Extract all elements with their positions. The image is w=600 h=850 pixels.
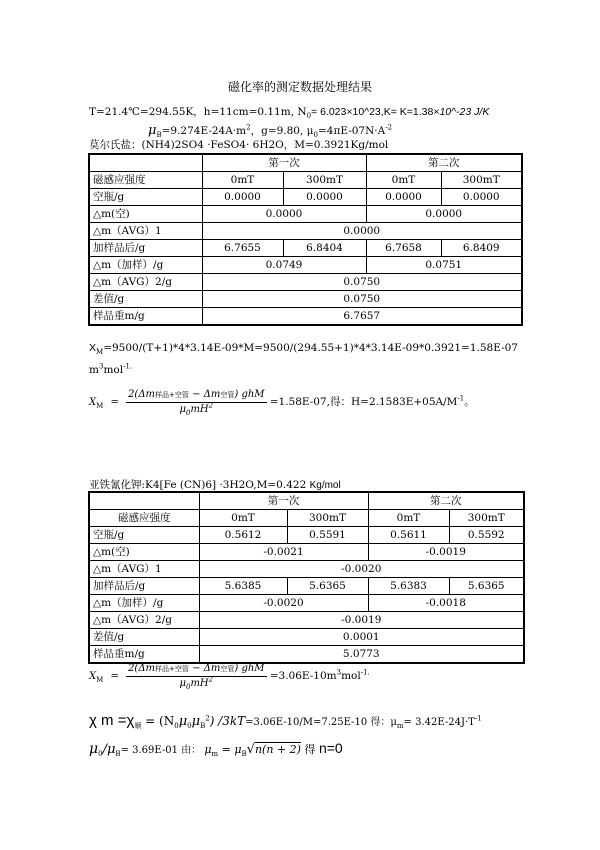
table-cell: 0.0750 [202,274,522,291]
formula-sub: 空管 [220,665,235,673]
table-cell: 0.5592 [449,527,524,544]
formula-text: − Δm [188,663,221,674]
fraction-denominator [126,677,266,691]
formula-sub: 0 [185,409,191,417]
table-cell: 6.7657 [202,308,522,326]
calc-text: X [89,342,97,354]
table-cell: 6.7658 [366,240,441,257]
table-row [89,527,524,544]
result-text: = μ [218,743,242,756]
param-sub: 0 [313,131,318,140]
equals-sign: = [110,671,119,682]
table-cell: 0.0000 [202,189,283,206]
table-row [89,510,524,527]
header-second-trial: 第二次 [366,154,522,172]
chi-text: =3.06E-10/M=7.25E-10 得：μ [245,717,397,728]
fraction [126,662,266,691]
row-label: 空瓶/g [89,189,202,206]
label-text: Kg/mol [309,480,341,491]
formula-text: mH [190,404,209,415]
row-label: △m(空) [89,206,202,223]
sqrt-icon: √ [246,742,255,757]
row-label: 样品重m/g [89,308,202,326]
table-cell: 0.5591 [287,527,368,544]
row-label: △m（AVG）1 [89,561,199,578]
table-cell: 5.6385 [199,578,287,595]
param-text: ，g=9.80, μ [250,125,314,137]
table-row [89,274,522,291]
result-sub: B [115,750,121,758]
header-second-trial: 第二次 [368,492,524,510]
formula-text: mH [190,678,209,689]
table-row [89,172,522,189]
table-cell: 300mT [283,172,366,189]
table-cell [89,154,202,172]
formula-text: 2(Δm [128,389,156,400]
formula-sub: 空管 [220,391,235,399]
formula-sup: 2 [208,401,214,410]
chi-line [89,712,482,729]
salt1-data-table [88,153,523,326]
table-cell: 300mT [449,510,524,527]
fraction-numerator [126,662,266,677]
row-label: 空瓶/g [89,527,199,544]
param-text: 10^-23 J/K [439,106,490,118]
table-row [89,154,522,172]
formula-text: μ [179,678,186,689]
fraction [126,388,266,417]
table-cell: -0.0020 [199,561,524,578]
table-row [89,612,524,629]
header-first-trial: 第一次 [199,492,368,510]
chi-sup: -1 [474,714,482,723]
calc-sup: -1. [123,362,133,371]
table-cell: 5.6365 [449,578,524,595]
formula-sub: M [96,676,104,684]
table-cell: 0.0000 [283,189,366,206]
row-label: △m（AVG）1 [89,223,202,240]
parameters-line-1 [89,104,489,119]
chi-text: = (N [141,714,175,728]
salt2-formula [89,662,370,691]
fraction-numerator [126,388,266,403]
formula-text: mol [341,670,361,682]
result-sub: 0 [98,750,103,758]
table-cell: 0.0000 [202,223,522,240]
formula-sub: 样品+空管 [155,391,189,399]
formula-sup: 3 [336,668,342,677]
formula-sup: -1 [457,394,465,403]
formula-text: ) ghM [234,663,265,674]
chi-sub: 0 [174,722,179,730]
table-cell: -0.0018 [368,595,524,612]
table-row [89,240,522,257]
table-cell: 0.0000 [441,189,522,206]
table-cell: 300mT [441,172,522,189]
table-row [89,223,522,240]
formula-sub: 样品+空管 [155,665,189,673]
calc-sub: M [96,348,104,357]
row-label: 磁感应强度 [89,510,199,527]
param-text: T=21.4℃=294.55K，h=11cm=0.11m, N [89,106,307,118]
table-cell: 6.7655 [202,240,283,257]
table-cell: 6.8404 [283,240,366,257]
equals-sign: = [110,397,119,408]
chi-text: μ [178,714,188,729]
result-text: n=0 [318,740,343,756]
table-cell: 5.6365 [287,578,368,595]
row-label: △m（加样）/g [89,257,202,274]
result-sub: B [241,750,247,758]
table-row [89,308,522,326]
formula-text: − Δm [188,389,221,400]
chi-sub: B [200,722,206,730]
param-text: =4πE-07N·A [317,125,386,137]
table-row [89,595,524,612]
formula-text: 。 [464,396,475,408]
table-row [89,189,522,206]
row-label: 样品重m/g [89,646,199,664]
result-text: = 3.69E-01 由： [120,745,202,756]
salt1-calc-unit [89,364,132,376]
table-row [89,206,522,223]
formula-result: =3.06E-10m [269,670,337,682]
formula-sub: M [96,402,104,410]
result-line [89,740,343,757]
table-cell: 5.6383 [368,578,449,595]
fraction-denominator [126,403,266,417]
table-row [89,291,522,308]
result-text: μ [204,743,212,756]
table-row [89,544,524,561]
chi-sub: 顺 [134,722,142,730]
row-label: 差值/g [89,291,202,308]
table-cell: 5.0773 [199,646,524,664]
table-cell: 0mT [199,510,287,527]
result-text: /μ [102,742,116,757]
table-cell: 0.0751 [366,257,522,274]
formula-sup: -1. [360,668,370,677]
row-label: 加样品后/g [89,240,202,257]
param-sub: B [156,131,162,140]
chi-text: ) /3kT [209,714,246,728]
header-first-trial: 第一次 [202,154,366,172]
chi-sub: m [396,722,404,730]
formula-result: =1.58E-07,得：H=2.1583E+05A/M [269,396,458,408]
table-cell: 0mT [202,172,283,189]
param-text: = 6.023×10^23,K= K=1.38× [311,106,440,118]
page-title: 磁化率的测定数据处理结果 [227,80,372,94]
chi-sup: 2 [205,714,210,723]
chi-text: χ m =χ [89,712,135,729]
table-cell: -0.0019 [368,544,524,561]
row-label: △m（加样）/g [89,595,199,612]
table-cell: -0.0020 [199,595,368,612]
table-row [89,578,524,595]
formula-sub: 0 [185,683,191,691]
table-cell: 0.0750 [202,291,522,308]
table-cell [89,492,199,510]
row-label: 加样品后/g [89,578,199,595]
chi-text: = 3.42E-24J·T [403,717,475,728]
table-row [89,492,524,510]
label-text: 亚铁氰化钾:K4[Fe (CN)6] ·3H2O,M=0.422 [89,479,310,491]
table-cell: 6.8409 [441,240,522,257]
salt2-data-table [88,491,525,664]
table-row [89,646,524,664]
table-cell: 0.0749 [202,257,366,274]
param-text: =9.274E-24A·m [161,125,247,137]
param-text: μ [148,123,157,138]
table-cell: 300mT [287,510,368,527]
salt2-label [89,477,341,492]
formula-text: ) ghM [234,389,265,400]
chi-sub: 0 [187,722,192,730]
formula-text: μ [179,404,186,415]
row-label: △m（AVG）2/g [89,612,199,629]
param-sup: -2 [385,123,393,132]
salt1-formula [89,388,475,417]
table-cell: 0.5611 [368,527,449,544]
salt1-label: 莫尔氏盐：(NH4)2SO4 ·FeSO4· 6H2O，M=0.3921Kg/mol [89,139,389,151]
table-cell: -0.0019 [199,612,524,629]
calc-text: =9500/(T+1)*4*3.14E-09*M=9500/(294.55+1)*4*3.14E-09*0.3921=1.58E-07 [103,342,518,354]
row-label: △m（AVG）2/g [89,274,202,291]
table-cell: 0mT [368,510,449,527]
table-cell: 0.0000 [366,206,522,223]
table-cell: 0.5612 [199,527,287,544]
salt1-calc-line [89,342,518,357]
table-cell: -0.0021 [199,544,368,561]
calc-text: m [89,364,99,376]
table-cell: 0.0000 [202,206,366,223]
parameters-line-2 [148,123,392,138]
param-sub: 0 [306,112,312,121]
result-text: 得 [300,743,319,756]
table-row [89,561,524,578]
row-label: △m(空) [89,544,199,561]
row-label: 磁感应强度 [89,172,202,189]
param-sup: 2 [246,123,251,132]
result-text: μ [89,741,99,757]
formula-sup: 2 [208,675,214,684]
result-text: n(n + 2) [254,743,301,756]
formula-text: X [89,671,97,682]
calc-sup: 3 [98,362,104,371]
result-sub: m [211,750,219,758]
table-cell: 0mT [366,172,441,189]
table-row [89,629,524,646]
table-cell: 0.0001 [199,629,524,646]
calc-text: mol [103,364,124,376]
chi-text: μ [191,714,201,729]
row-label: 差值/g [89,629,199,646]
formula-text: X [89,397,97,408]
formula-text: 2(Δm [128,663,156,674]
table-row [89,257,522,274]
table-cell: 0.0000 [366,189,441,206]
